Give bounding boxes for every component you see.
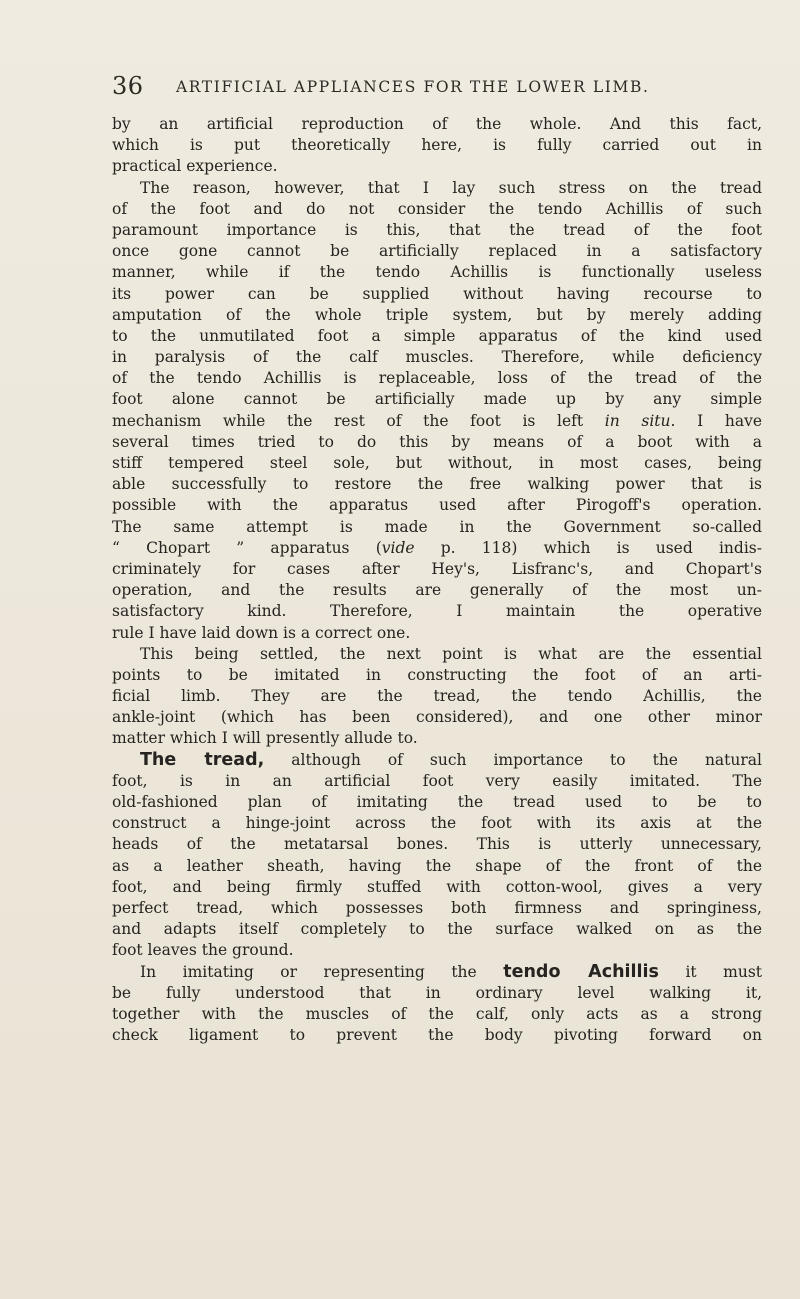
text-line: heads of the metatarsal bones. This is utterly unnecessary, — [112, 835, 762, 854]
text-line: by an artificial reproduction of the whole. And this fact, — [112, 115, 762, 133]
text-segment: although of such importance to the natural — [291, 750, 762, 769]
text-line: its power can be supplied without having recourse to — [112, 284, 762, 303]
page-number: 36 — [112, 72, 144, 100]
text-line: able successfully to restore the free walking power that is — [112, 475, 762, 494]
text-line: ficial limb. They are the tread, the tendo Achillis, the — [112, 687, 762, 706]
text-line: ankle-joint (which has been considered), and one other minor — [112, 708, 762, 727]
text-line: together with the muscles of the calf, only acts as a strong — [112, 1004, 762, 1023]
text-line: several times tried to do this by means of a boot with a — [112, 432, 762, 451]
text-line: practical experience. — [112, 157, 278, 176]
text-line: amputation of the whole triple system, but by merely adding — [112, 305, 762, 324]
section-term: tendo Achillis — [503, 961, 659, 982]
text-segment: mechanism while the rest of the foot is left — [112, 411, 584, 430]
text-line: in paralysis of the calf muscles. Therefore, while deficiency — [112, 348, 762, 367]
text-line: satisfactory kind. Therefore, I maintain the operative — [112, 602, 762, 621]
text-line: foot, is in an artificial foot very easily imitated. The — [112, 771, 762, 790]
text-line: of the tendo Achillis is replaceable, loss of the tread of the — [112, 369, 762, 388]
text-line: as a leather sheath, having the shape of the front of the — [112, 856, 762, 875]
text-line: This being settled, the next point is what are the essential — [140, 644, 762, 663]
text-line: old-fashioned plan of imitating the tread used to be to — [112, 793, 762, 811]
text-line: perfect tread, which possesses both firmness and springiness, — [112, 898, 762, 917]
text-line: stiff tempered steel sole, but without, in most cases, being — [112, 454, 762, 472]
text-line: foot alone cannot be artificially made up by any simple — [112, 390, 762, 409]
page-header — [112, 72, 762, 104]
text-segment: it must — [685, 962, 763, 981]
text-line: foot, and being firmly stuffed with cotton-wool, gives a very — [112, 877, 762, 896]
text-segment: In imitating or representing the — [140, 962, 477, 981]
text-line: construct a hinge-joint across the foot with its axis at the — [112, 814, 762, 833]
latin-term: in situ. — [604, 411, 676, 430]
text-line: check ligament to prevent the body pivoting forward on — [112, 1026, 762, 1045]
text-segment: p. 118) which is used indis- — [440, 538, 762, 557]
text-line — [112, 411, 762, 432]
text-line: The reason, however, that I lay such stress on the tread — [140, 178, 762, 197]
text-line: operation, and the results are generally of the most un- — [112, 581, 762, 600]
text-segment: “ Chopart ” apparatus ( — [112, 538, 382, 557]
text-line: be fully understood that in ordinary level walking it, — [112, 983, 762, 1002]
text-line: once gone cannot be artificially replaced in a satisfactory — [112, 242, 762, 261]
text-line — [112, 750, 762, 771]
text-line: of the foot and do not consider the tendo Achillis of such — [112, 199, 762, 218]
text-line: which is put theoretically here, is fully carried out in — [112, 136, 762, 155]
text-line: to the unmutilated foot a simple apparatus of the kind used — [112, 326, 762, 345]
text-line: paramount importance is this, that the tread of the foot — [112, 220, 762, 239]
running-head: ARTIFICIAL APPLIANCES FOR THE LOWER LIMB. — [176, 78, 650, 96]
text-line: rule I have laid down is a correct one. — [112, 623, 411, 642]
latin-term: vide — [381, 538, 415, 557]
text-line — [112, 538, 762, 559]
text-line: points to be imitated in constructing the foot of an arti- — [112, 665, 762, 684]
body-text — [112, 114, 762, 1046]
text-line: foot leaves the ground. — [112, 941, 294, 960]
text-line: possible with the apparatus used after Pirogoff's operation. — [112, 496, 762, 515]
text-line: and adapts itself completely to the surface walked on as the — [112, 920, 762, 939]
text-line: criminately for cases after Hey's, Lisfranc's, and Chopart's — [112, 559, 762, 578]
section-term: The tread, — [140, 749, 265, 770]
text-segment: I have — [697, 411, 762, 430]
text-line: manner, while if the tendo Achillis is functionally useless — [112, 263, 762, 282]
text-line: matter which I will presently allude to. — [112, 729, 418, 748]
text-line: The same attempt is made in the Government so-called — [112, 517, 762, 536]
text-line — [112, 962, 762, 983]
